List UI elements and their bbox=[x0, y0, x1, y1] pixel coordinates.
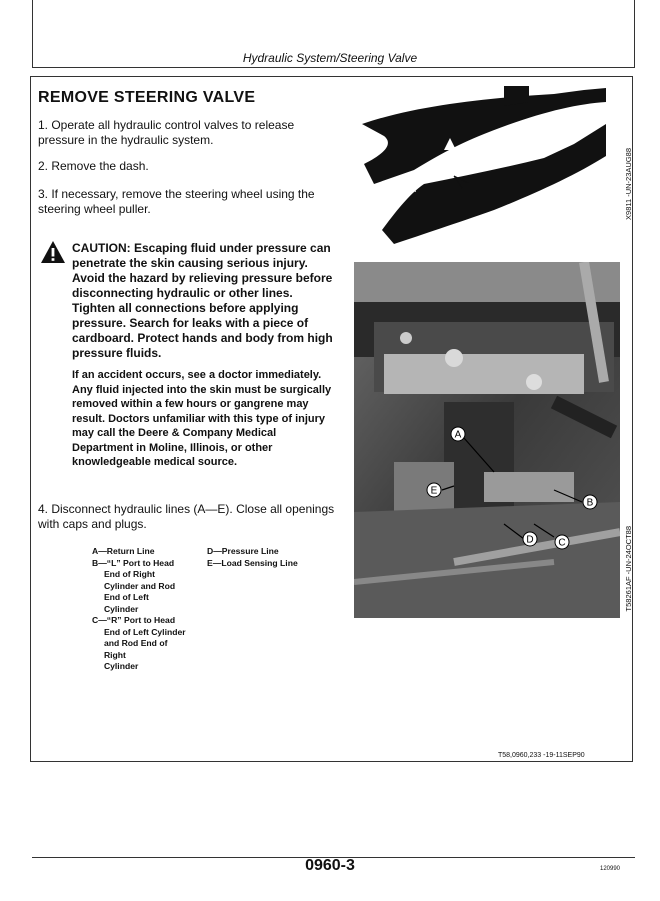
callout-e: E bbox=[430, 485, 438, 497]
legend-item-d: D—Pressure Line bbox=[207, 546, 279, 556]
legend-item-c: C—“R” Port to Head End of Left Cylinder and Rod End of Right Cylinder bbox=[92, 615, 186, 671]
caution-followup-text: If an accident occurs, see a doctor immediately. Any fluid injected into the skin must be surgically removed within a few hours or gangrene may result. Doctors unfamiliar with this type of injury may call the Deere & Company Medical Department in Moline, Illinois, or other knowledgeable medical source. bbox=[72, 369, 332, 468]
legend-item-b: B—“L” Port to Head End of Right Cylinder and Rod End of Left Cylinder bbox=[92, 557, 176, 614]
document-reference: T58,0960,233 -19-11SEP90 bbox=[498, 752, 585, 759]
section-header: Hydraulic System/Steering Valve bbox=[242, 51, 418, 65]
warning-icon bbox=[40, 240, 66, 264]
photo-code: T58261AF -UN-24OCT88 bbox=[624, 526, 633, 612]
callout-b: B bbox=[586, 497, 594, 509]
page-title: REMOVE STEERING VALVE bbox=[38, 89, 256, 106]
legend-column-right bbox=[207, 546, 298, 569]
step-3: 3. If necessary, remove the steering wheel using the steering wheel puller. bbox=[38, 187, 315, 216]
callout-d: D bbox=[526, 534, 534, 546]
fluid-hazard-illustration bbox=[354, 84, 620, 250]
step-4: 4. Disconnect hydraulic lines (A—E). Close all openings with caps and plugs. bbox=[38, 502, 335, 531]
steering-valve-photo bbox=[354, 262, 620, 618]
legend-item-a: A—Return Line bbox=[92, 546, 155, 556]
legend-item-e: E—Load Sensing Line bbox=[207, 557, 298, 568]
page-number: 0960-3 bbox=[305, 857, 355, 874]
callout-a: A bbox=[454, 429, 462, 441]
caution-text: CAUTION: Escaping fluid under pressure can penetrate the skin causing serious injury. Avoid the hazard by relieving pressure before disconnecting hydraulic or other lines. Tighten all connections before applying pressure. Search for leaks with a piece of cardboard. Protect hands and body from high pressure fluids. bbox=[72, 241, 333, 360]
step-2: 2. Remove the dash. bbox=[38, 159, 149, 173]
page-date-code: 120990 bbox=[600, 866, 621, 872]
header-rule bbox=[32, 67, 635, 68]
legend-column-left bbox=[92, 546, 186, 673]
step-1: 1. Operate all hydraulic control valves to release pressure in the hydraulic system. bbox=[38, 118, 295, 147]
callout-c: C bbox=[558, 537, 566, 549]
illustration-code: X9811 -UN-23AUG88 bbox=[624, 148, 633, 220]
